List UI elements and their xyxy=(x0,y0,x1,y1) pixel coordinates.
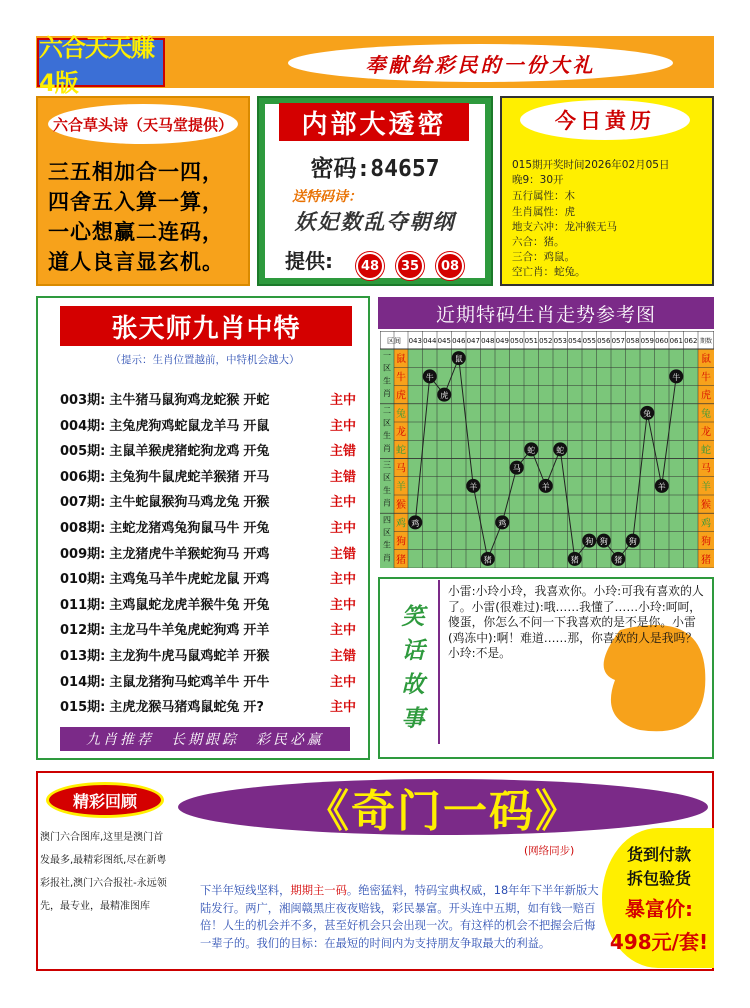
poem-line: 道人良言显玄机。 xyxy=(48,250,224,274)
poem-line: 三五相加合一四， xyxy=(48,160,224,184)
joke-text: 小雷:小玲小玲，我喜欢你。小玲:可我有喜欢的人了。小雷(很难过):哦……我懂了……小玲:呵呵，傻蛋，你怎么不问一下我喜欢的是不是你。小雷(鸡冻中):啊！难道……那，你喜欢的人是我吗？小玲:不是。 xyxy=(448,584,704,660)
x-tick-label: 049 xyxy=(495,337,509,345)
row-zodiacs: 主鼠羊猴虎猪蛇狗龙鸡 xyxy=(109,444,240,460)
series-point-label: 鼠 xyxy=(454,354,463,364)
trend-chart xyxy=(380,331,714,568)
zone-label-char: 肖 xyxy=(383,389,391,399)
row-period: 013期: xyxy=(60,649,106,664)
ad-text-part: 下半年短线坚料， xyxy=(200,884,291,897)
series-point-label: 猪 xyxy=(483,555,492,565)
zone-label-char: 区 xyxy=(383,527,391,537)
series-point-label: 兔 xyxy=(643,409,652,419)
x-tick-label: 051 xyxy=(524,337,538,345)
row-open: 开兔 xyxy=(243,521,270,536)
x-tick-label: 054 xyxy=(568,337,582,345)
row-open: 开鸡 xyxy=(243,572,270,588)
row-result: 主中 xyxy=(330,597,357,613)
row-result: 主错 xyxy=(330,469,357,485)
row-period: 010期: xyxy=(60,572,106,588)
series-point-label: 鸡 xyxy=(498,518,507,528)
pay-line: 货到付款 xyxy=(626,845,691,864)
row-label-right: 鸡 xyxy=(701,518,711,530)
row-label-right: 狗 xyxy=(701,536,711,548)
x-tick-label: 047 xyxy=(466,337,480,345)
zone-label-char: 区 xyxy=(383,363,391,373)
qimen-title: 《奇门一码》 xyxy=(178,779,708,835)
series-point-label: 牛 xyxy=(425,372,434,382)
row-open: 开马 xyxy=(243,469,270,485)
row-period: 006期: xyxy=(60,469,106,485)
almanac-line: 六合：猪。 xyxy=(512,236,565,248)
series-point-label: 牛 xyxy=(672,372,681,382)
prediction-row xyxy=(60,440,357,462)
row-result: 主错 xyxy=(330,546,357,562)
secret-poem: 妖妃数乱夺朝纲 xyxy=(294,209,456,234)
number-ball: 08 xyxy=(436,252,464,280)
row-open: 开鼠 xyxy=(243,418,270,434)
poem-line: 四舍五入算一算， xyxy=(48,190,224,214)
series-point-label: 马 xyxy=(512,464,521,474)
row-zodiacs: 主龙猪虎牛羊猴蛇狗马 xyxy=(109,546,240,562)
x-tick-label: 062 xyxy=(684,337,698,345)
x-tick-label: 046 xyxy=(452,337,466,345)
joke-side-title xyxy=(398,600,428,736)
row-result: 主中 xyxy=(330,495,357,511)
zone-label-char: 三 xyxy=(383,460,391,470)
row-result: 主中 xyxy=(330,572,357,588)
x-tick-label: 043 xyxy=(408,337,422,345)
row-label-right: 鼠 xyxy=(701,354,711,366)
row-zodiacs: 主鼠龙猪狗马蛇鸡羊牛 xyxy=(109,674,240,690)
nine-zodiac-footer: 九肖推荐 长期跟踪 彩民必赢 xyxy=(60,727,350,751)
x-tick-label: 061 xyxy=(669,337,683,345)
row-open: 开羊 xyxy=(243,623,270,639)
prediction-row xyxy=(60,568,357,590)
ad-text-part: 。绝密猛料，特码宝典权威，18年年下半年新版大陆发行。两广，湘闽赣黑庄夜夜赔钱，彩民暴富。开头连中五期，如有钱一赔百倍！人生的机会并不多，甚至好机会只会出现一次。有这样的机会不把握会后悔一辈子的。我们的目标：在最短的时间内为支持朋友争取最大的利益。 xyxy=(200,884,599,950)
row-open: 开牛 xyxy=(243,674,270,690)
zone-label-char: 肖 xyxy=(383,553,391,563)
joke-divider xyxy=(438,580,440,744)
row-label-right: 蛇 xyxy=(701,445,711,457)
x-tick-label: 057 xyxy=(611,337,625,345)
secret-provide-label: 提供: xyxy=(285,249,333,273)
x-tick-label: 048 xyxy=(481,337,495,345)
row-open: 开? xyxy=(243,700,264,716)
row-label-left: 猪 xyxy=(396,554,406,566)
row-open: 开兔 xyxy=(243,444,270,460)
review-text: 澳门六合图库,这里是澳门首发最多,最精彩图纸,尽在新粤彩报社,澳门六合报社-永远领先，最专业，最精准图库 xyxy=(40,832,167,912)
row-zodiacs: 主鸡鼠蛇龙虎羊猴牛兔 xyxy=(109,597,240,613)
nine-zodiac-title: 张天师九肖中特 xyxy=(60,306,352,346)
row-result: 主中 xyxy=(330,418,357,434)
series-point-label: 狗 xyxy=(585,537,594,547)
network-sync-label: (网络同步) xyxy=(524,845,575,857)
chart-header-right: 期数 xyxy=(699,338,713,345)
chart-header-left: 区间 xyxy=(387,337,401,345)
ad-text-highlight: 期期主一码 xyxy=(290,884,347,897)
row-result: 主中 xyxy=(330,521,357,536)
secret-poem-label: 送特码诗： xyxy=(292,189,362,205)
row-label-right: 兔 xyxy=(701,408,711,420)
almanac-line: 晚9：30开 xyxy=(512,174,564,186)
row-result: 主错 xyxy=(330,444,357,460)
row-zodiacs: 主龙马牛羊兔虎蛇狗鸡 xyxy=(109,623,240,639)
row-open: 开猴 xyxy=(243,649,270,664)
row-zodiacs: 主牛蛇鼠猴狗马鸡龙兔 xyxy=(109,495,240,511)
x-tick-label: 060 xyxy=(655,337,669,345)
x-tick-label: 053 xyxy=(553,337,567,345)
row-label-right: 马 xyxy=(701,463,711,475)
row-label-left: 猴 xyxy=(396,500,406,512)
row-period: 012期: xyxy=(60,623,106,639)
pay-line: 拆包验货 xyxy=(626,869,691,888)
row-zodiacs: 主蛇龙猪鸡兔狗鼠马牛 xyxy=(109,521,240,536)
series-point-label: 蛇 xyxy=(556,445,565,455)
x-tick-label: 055 xyxy=(582,337,596,345)
edition-badge: 六合天天赚4版 xyxy=(37,38,165,87)
row-label-right: 猴 xyxy=(701,500,711,512)
row-period: 011期: xyxy=(60,597,106,613)
zone-label-char: 区 xyxy=(383,473,391,483)
price-label: 暴富价: xyxy=(625,897,693,921)
series-point-label: 狗 xyxy=(599,537,608,547)
row-label-left: 鸡 xyxy=(396,518,406,530)
row-period: 008期: xyxy=(60,521,106,536)
almanac-line: 生肖属性：虎 xyxy=(512,206,575,218)
row-label-left: 羊 xyxy=(396,481,406,493)
row-label-right: 龙 xyxy=(701,427,711,439)
row-result: 主中 xyxy=(330,700,357,716)
series-point-label: 蛇 xyxy=(527,445,536,455)
zone-label-char: 生 xyxy=(383,540,391,550)
row-open: 开猴 xyxy=(243,495,270,511)
x-tick-label: 052 xyxy=(539,337,553,345)
row-label-right: 牛 xyxy=(701,372,711,384)
row-label-left: 牛 xyxy=(396,372,406,384)
series-point-label: 猪 xyxy=(570,555,579,565)
review-button[interactable]: 精彩回顾 xyxy=(46,782,164,818)
zone-label-char: 生 xyxy=(383,485,391,495)
almanac-title: 今日黄历 xyxy=(520,100,690,140)
zone-label-char: 区 xyxy=(383,418,391,428)
row-label-left: 狗 xyxy=(396,536,406,548)
zone-label-char: 四 xyxy=(383,515,391,525)
almanac-line: 015期开奖时间2026年02月05日 xyxy=(512,159,670,171)
series-point-label: 鸡 xyxy=(411,518,420,528)
joke-side-char: 故 xyxy=(401,671,425,698)
zone-label-char: 生 xyxy=(383,376,391,386)
row-zodiacs: 主鸡兔马羊牛虎蛇龙鼠 xyxy=(109,572,240,588)
prediction-row xyxy=(60,671,357,693)
joke-side-char: 事 xyxy=(401,705,425,732)
zone-label-char: 二 xyxy=(383,405,391,415)
row-label-left: 龙 xyxy=(396,427,406,439)
almanac-line: 空亡肖：蛇兔。 xyxy=(512,266,586,278)
row-period: 009期: xyxy=(60,546,106,562)
prediction-row xyxy=(60,543,357,565)
number-ball: 48 xyxy=(356,252,384,280)
zone-label-char: 生 xyxy=(383,431,391,441)
row-label-right: 猪 xyxy=(701,554,711,566)
poem-title: 六合草头诗（天马堂提供） xyxy=(48,104,238,144)
joke-side-char: 话 xyxy=(401,637,425,664)
zone-label-char: 一 xyxy=(383,351,391,360)
row-label-right: 虎 xyxy=(701,390,711,402)
series-point-label: 羊 xyxy=(541,482,550,492)
prediction-row xyxy=(60,645,357,667)
ad-text xyxy=(200,882,600,952)
prediction-row xyxy=(60,696,357,718)
row-zodiacs: 主兔狗牛鼠虎蛇羊猴猪 xyxy=(109,469,240,485)
x-tick-label: 044 xyxy=(423,337,437,345)
x-tick-label: 045 xyxy=(437,337,451,345)
almanac-line: 地支六冲：龙冲猴无马 xyxy=(512,221,617,233)
row-period: 015期: xyxy=(60,700,106,716)
row-period: 004期: xyxy=(60,418,106,434)
prediction-row xyxy=(60,594,357,616)
row-result: 主错 xyxy=(330,649,357,664)
series-point-label: 羊 xyxy=(657,482,666,492)
x-tick-label: 059 xyxy=(640,337,654,345)
row-period: 005期: xyxy=(60,444,106,460)
number-ball: 35 xyxy=(396,252,424,280)
row-zodiacs: 主龙狗牛虎马鼠鸡蛇羊 xyxy=(109,649,240,664)
row-label-right: 羊 xyxy=(701,481,711,493)
poem-line: 一心想赢二连码， xyxy=(48,220,224,244)
prediction-row xyxy=(60,517,357,539)
series-point-label: 羊 xyxy=(469,482,478,492)
row-label-left: 兔 xyxy=(396,408,406,420)
prediction-row xyxy=(60,491,357,513)
prediction-row xyxy=(60,389,357,411)
row-result: 主中 xyxy=(330,623,357,639)
series-point-label: 狗 xyxy=(628,537,637,547)
x-tick-label: 056 xyxy=(597,337,611,345)
row-period: 007期: xyxy=(60,495,106,511)
almanac-line: 五行属性：木 xyxy=(512,190,575,202)
prediction-row xyxy=(60,619,357,641)
almanac-line: 三合：鸡鼠。 xyxy=(512,251,575,263)
row-open: 开鸡 xyxy=(243,546,270,562)
row-result: 主中 xyxy=(330,393,357,408)
row-zodiacs: 主虎龙猴马猪鸡鼠蛇兔 xyxy=(109,700,240,716)
secret-code: 密码:84657 xyxy=(310,156,440,182)
prediction-row xyxy=(60,466,357,488)
row-zodiacs: 主兔虎狗鸡蛇鼠龙羊马 xyxy=(109,418,240,434)
secret-title: 内部大透密 xyxy=(279,103,469,141)
row-label-left: 鼠 xyxy=(396,354,406,366)
row-label-left: 虎 xyxy=(396,390,406,402)
nine-zodiac-hint: （提示：生肖位置越前，中特机会越大） xyxy=(110,354,300,366)
row-open: 开兔 xyxy=(243,597,270,613)
zone-label-char: 肖 xyxy=(383,498,391,508)
series-point-label: 猪 xyxy=(614,555,623,565)
x-tick-label: 050 xyxy=(510,337,524,345)
header-slogan: 奉献给彩民的一份大礼 xyxy=(288,44,673,82)
row-period: 014期: xyxy=(60,674,106,690)
x-tick-label: 058 xyxy=(626,337,640,345)
row-label-left: 马 xyxy=(396,463,406,475)
price-value: 498元/套! xyxy=(609,930,709,954)
joke-side-char: 笑 xyxy=(401,603,425,630)
zone-label-char: 肖 xyxy=(383,443,391,453)
row-zodiacs: 主牛猪马鼠狗鸡龙蛇猴 xyxy=(109,393,240,408)
chart-title: 近期特码生肖走势参考图 xyxy=(378,297,714,329)
row-period: 003期: xyxy=(60,393,106,408)
prediction-row xyxy=(60,415,357,437)
row-result: 主中 xyxy=(330,674,357,690)
row-label-left: 蛇 xyxy=(396,445,406,457)
series-point-label: 虎 xyxy=(440,391,449,401)
row-open: 开蛇 xyxy=(243,393,270,408)
